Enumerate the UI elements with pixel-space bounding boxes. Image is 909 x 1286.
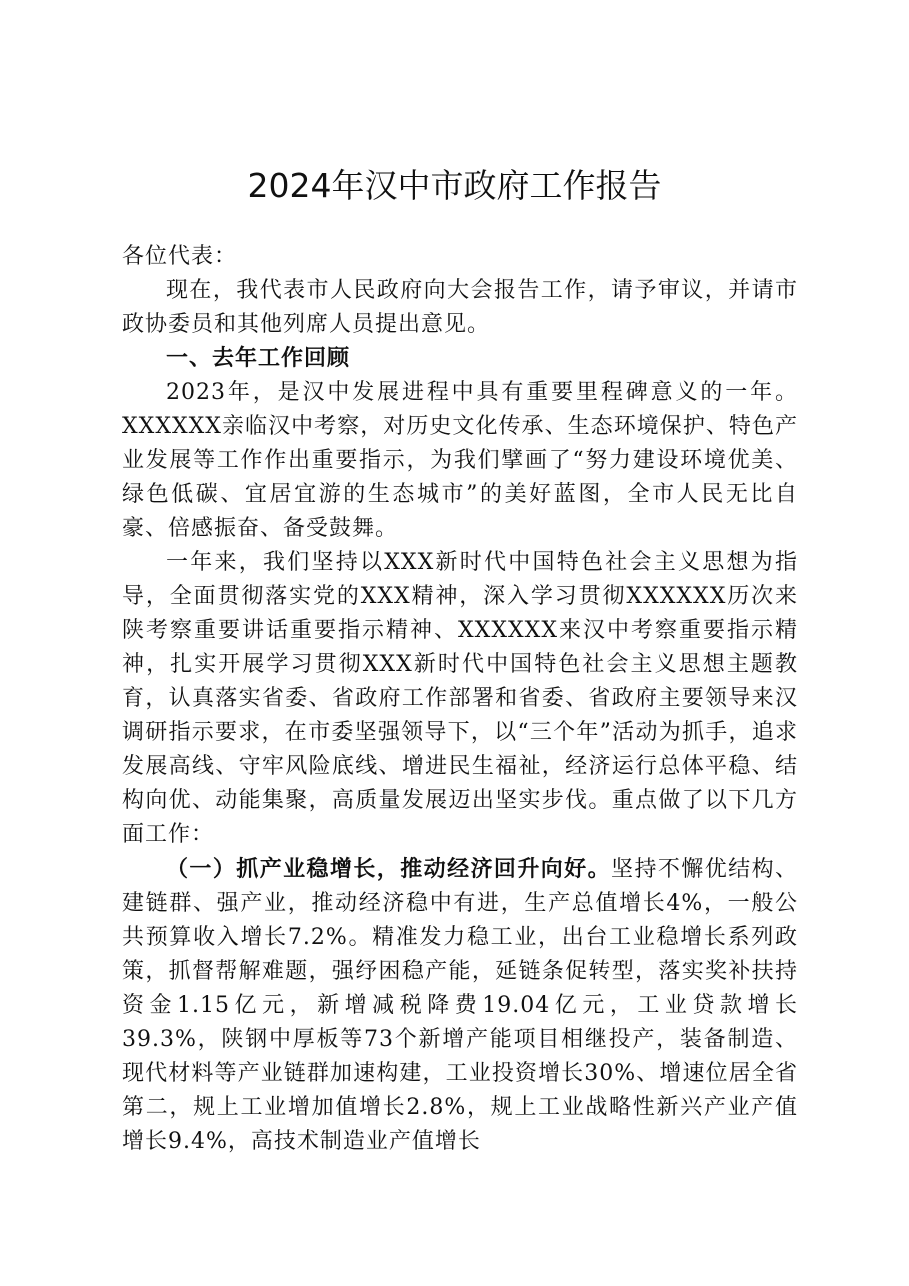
subsection-text: 坚持不懈优结构、建链群、强产业，推动经济稳中有进，生产总值增长4%，一般公共预算收入增长7.2%。精准发力稳工业，出台工业稳增长系列政策，抓督帮解难题，强纾困稳产能，延链条促转型，落实奖补扶持资金1.15亿元，新增减税降费19.04亿元，工业贷款增长39.3%，陕钢中厚板等73个新增产能项目相继投产，装备制造、现代材料等产业链群加速构建，工业投资增长30%、增速位居全省第二，规上工业增加值增长2.8%，规上工业战略性新兴产业产值增长9.4%，高技术制造业产值增长 [122,857,798,1154]
review-paragraph: 2023年，是汉中发展进程中具有重要里程碑意义的一年。XXXXXX亲临汉中考察，对历史文化传承、生态环境保护、特色产业发展等工作作出重要指示，为我们擘画了“努力建设环境优美、绿色低碳、宜居宜游的生态城市”的美好蓝图，全市人民无比自豪、倍感振奋、备受鼓舞。 [122,380,798,541]
document-title: 2024年汉中市政府工作报告 [247,166,662,205]
subsection-heading: （一）抓产业稳增长，推动经济回升向好。 [166,856,612,882]
subsection-paragraph [122,852,798,1159]
intro-paragraph: 现在，我代表市人民政府向大会报告工作，请予审议，并请市政协委员和其他列席人员提出意见。 [122,278,798,337]
work-summary-paragraph: 一年来，我们坚持以XXX新时代中国特色社会主义思想为指导，全面贯彻落实党的XXX精神，深入学习贯彻XXXXXX历次来陕考察重要讲话重要指示精神、XXXXXX来汉中考察重要指示精神，扎实开展学习贯彻XXX新时代中国特色社会主义思想主题教育，认真落实省委、省政府工作部署和省委、省政府主要领导来汉调研指示要求，在市委坚强领导下，以“三个年”活动为抓手，追求发展高线、守牢风险底线、增进民生福祉，经济运行总体平稳、结构向优、动能集聚，高质量发展迈出坚实步伐。重点做了以下几方面工作： [122,550,798,847]
section-heading: 一、去年工作回顾 [166,346,351,371]
salutation: 各位代表： [122,244,238,269]
document-body [122,240,798,1159]
